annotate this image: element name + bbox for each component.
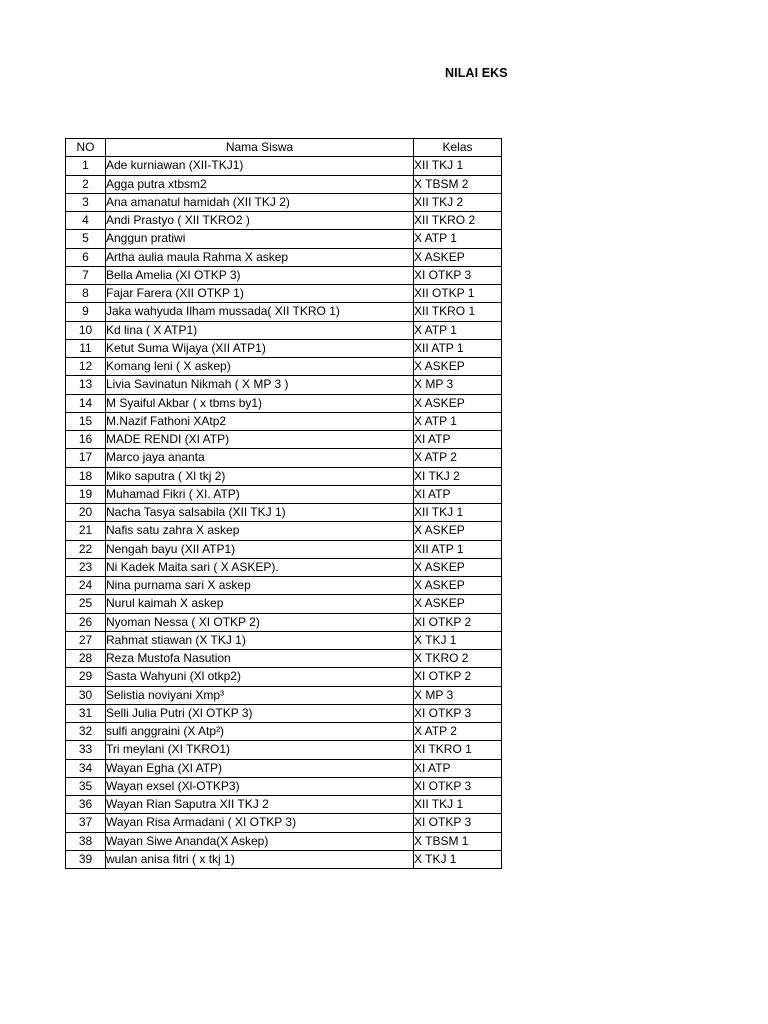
table-row	[66, 394, 502, 412]
student-name-cell: Andi Prastyo ( XII TKRO2 )	[106, 212, 414, 230]
table-header-row	[66, 139, 502, 157]
table-row	[66, 796, 502, 814]
student-name-cell: Nina purnama sari X askep	[106, 577, 414, 595]
table-row	[66, 522, 502, 540]
class-cell: XII TKJ 1	[414, 504, 502, 522]
row-number-cell: 29	[66, 668, 106, 686]
row-number-cell: 7	[66, 266, 106, 284]
student-name-cell: Nurul kaimah X askep	[106, 595, 414, 613]
row-number-cell: 1	[66, 157, 106, 175]
student-name-cell: Nyoman Nessa ( XI OTKP 2)	[106, 613, 414, 631]
row-number-cell: 38	[66, 832, 106, 850]
student-name-cell: Jaka wahyuda Ilham mussada( XII TKRO 1)	[106, 303, 414, 321]
table-row	[66, 248, 502, 266]
student-name-cell: M.Nazif Fathoni XAtp2	[106, 412, 414, 430]
class-cell: X ASKEP	[414, 358, 502, 376]
class-cell: X MP 3	[414, 376, 502, 394]
row-number-cell: 27	[66, 631, 106, 649]
student-name-cell: Bella Amelia (XI OTKP 3)	[106, 266, 414, 284]
row-number-cell: 36	[66, 796, 106, 814]
table-row	[66, 650, 502, 668]
table-row	[66, 832, 502, 850]
class-cell: XII TKJ 2	[414, 193, 502, 211]
table-row	[66, 431, 502, 449]
table-row	[66, 595, 502, 613]
row-number-cell: 33	[66, 741, 106, 759]
table-row	[66, 412, 502, 430]
class-cell: XI OTKP 3	[414, 704, 502, 722]
table-row	[66, 212, 502, 230]
class-cell: X ATP 2	[414, 723, 502, 741]
table-row	[66, 540, 502, 558]
student-name-cell: Nacha Tasya salsabila (XII TKJ 1)	[106, 504, 414, 522]
row-number-cell: 15	[66, 412, 106, 430]
student-name-cell: Muhamad Fikri ( XI. ATP)	[106, 485, 414, 503]
table-row	[66, 266, 502, 284]
class-cell: XI ATP	[414, 759, 502, 777]
class-cell: X ATP 1	[414, 321, 502, 339]
student-name-cell: Artha aulia maula Rahma X askep	[106, 248, 414, 266]
table-row	[66, 175, 502, 193]
row-number-cell: 24	[66, 577, 106, 595]
student-name-cell: sulfi anggraini (X Atp²)	[106, 723, 414, 741]
row-number-cell: 4	[66, 212, 106, 230]
class-cell: XI OTKP 3	[414, 266, 502, 284]
table-body	[66, 157, 502, 869]
header-no: NO	[66, 139, 106, 157]
table-row	[66, 339, 502, 357]
student-name-cell: Kd lina ( X ATP1)	[106, 321, 414, 339]
row-number-cell: 31	[66, 704, 106, 722]
class-cell: XI ATP	[414, 431, 502, 449]
class-cell: XI OTKP 2	[414, 668, 502, 686]
student-name-cell: Fajar Farera (XII OTKP 1)	[106, 285, 414, 303]
table-row	[66, 193, 502, 211]
student-name-cell: Komang leni ( X askep)	[106, 358, 414, 376]
table-row	[66, 704, 502, 722]
row-number-cell: 28	[66, 650, 106, 668]
table-row	[66, 759, 502, 777]
class-cell: XII TKRO 1	[414, 303, 502, 321]
table-row	[66, 558, 502, 576]
student-name-cell: Miko saputra ( Xl tkj 2)	[106, 467, 414, 485]
student-name-cell: Ana amanatul hamidah (XII TKJ 2)	[106, 193, 414, 211]
table-row	[66, 814, 502, 832]
student-table	[65, 138, 502, 869]
student-name-cell: Wayan Egha (XI ATP)	[106, 759, 414, 777]
table-row	[66, 850, 502, 868]
table-row	[66, 449, 502, 467]
class-cell: X ATP 2	[414, 449, 502, 467]
class-cell: XI OTKP 2	[414, 613, 502, 631]
row-number-cell: 25	[66, 595, 106, 613]
row-number-cell: 39	[66, 850, 106, 868]
class-cell: X ASKEP	[414, 595, 502, 613]
student-name-cell: Ade kurniawan (XII-TKJ1)	[106, 157, 414, 175]
table-row	[66, 285, 502, 303]
student-name-cell: wulan anisa fitri ( x tkj 1)	[106, 850, 414, 868]
table-row	[66, 577, 502, 595]
student-name-cell: Agga putra xtbsm2	[106, 175, 414, 193]
table-row	[66, 723, 502, 741]
student-name-cell: Selli Julia Putri (Xl OTKP 3)	[106, 704, 414, 722]
class-cell: X TKJ 1	[414, 850, 502, 868]
table-row	[66, 376, 502, 394]
table-row	[66, 777, 502, 795]
class-cell: X TBSM 2	[414, 175, 502, 193]
table-row	[66, 467, 502, 485]
table-row	[66, 485, 502, 503]
row-number-cell: 21	[66, 522, 106, 540]
student-name-cell: MADE RENDI (XI ATP)	[106, 431, 414, 449]
class-cell: X TKRO 2	[414, 650, 502, 668]
class-cell: XI TKRO 1	[414, 741, 502, 759]
row-number-cell: 3	[66, 193, 106, 211]
student-name-cell: Marco jaya ananta	[106, 449, 414, 467]
row-number-cell: 30	[66, 686, 106, 704]
class-cell: XII TKJ 1	[414, 157, 502, 175]
class-cell: XI ATP	[414, 485, 502, 503]
table-row	[66, 613, 502, 631]
class-cell: X TBSM 1	[414, 832, 502, 850]
row-number-cell: 22	[66, 540, 106, 558]
student-name-cell: Wayan Rian Saputra XII TKJ 2	[106, 796, 414, 814]
student-name-cell: Wayan Siwe Ananda(X Askep)	[106, 832, 414, 850]
student-name-cell: Tri meylani (XI TKRO1)	[106, 741, 414, 759]
class-cell: X ASKEP	[414, 577, 502, 595]
student-name-cell: Wayan exsel (Xl-OTKP3)	[106, 777, 414, 795]
class-cell: X ASKEP	[414, 522, 502, 540]
class-cell: XII OTKP 1	[414, 285, 502, 303]
row-number-cell: 2	[66, 175, 106, 193]
table-row	[66, 504, 502, 522]
student-name-cell: M Syaiful Akbar ( x tbms by1)	[106, 394, 414, 412]
student-name-cell: Rahmat stiawan (X TKJ 1)	[106, 631, 414, 649]
class-cell: X ATP 1	[414, 230, 502, 248]
student-name-cell: Reza Mustofa Nasution	[106, 650, 414, 668]
student-name-cell: Nafis satu zahra X askep	[106, 522, 414, 540]
table-row	[66, 686, 502, 704]
page-title: NILAI EKS	[445, 66, 508, 80]
row-number-cell: 13	[66, 376, 106, 394]
row-number-cell: 37	[66, 814, 106, 832]
student-name-cell: Anggun pratiwi	[106, 230, 414, 248]
class-cell: X ASKEP	[414, 248, 502, 266]
class-cell: XII TKRO 2	[414, 212, 502, 230]
table-row	[66, 230, 502, 248]
table-row	[66, 631, 502, 649]
row-number-cell: 19	[66, 485, 106, 503]
row-number-cell: 17	[66, 449, 106, 467]
row-number-cell: 18	[66, 467, 106, 485]
row-number-cell: 12	[66, 358, 106, 376]
table-row	[66, 157, 502, 175]
student-name-cell: Ketut Suma Wijaya (XII ATP1)	[106, 339, 414, 357]
row-number-cell: 35	[66, 777, 106, 795]
header-name: Nama Siswa	[106, 139, 414, 157]
row-number-cell: 10	[66, 321, 106, 339]
student-name-cell: Livia Savinatun Nikmah ( X MP 3 )	[106, 376, 414, 394]
student-name-cell: Selistia noviyani Xmp³	[106, 686, 414, 704]
row-number-cell: 16	[66, 431, 106, 449]
student-name-cell: Nengah bayu (XII ATP1)	[106, 540, 414, 558]
row-number-cell: 11	[66, 339, 106, 357]
table-row	[66, 358, 502, 376]
row-number-cell: 14	[66, 394, 106, 412]
class-cell: X TKJ 1	[414, 631, 502, 649]
class-cell: XII TKJ 1	[414, 796, 502, 814]
class-cell: X ASKEP	[414, 558, 502, 576]
table-row	[66, 741, 502, 759]
row-number-cell: 9	[66, 303, 106, 321]
table-row	[66, 303, 502, 321]
student-name-cell: Sasta Wahyuni (Xl otkp2)	[106, 668, 414, 686]
row-number-cell: 8	[66, 285, 106, 303]
class-cell: X ATP 1	[414, 412, 502, 430]
class-cell: XII ATP 1	[414, 339, 502, 357]
class-cell: XI OTKP 3	[414, 777, 502, 795]
row-number-cell: 32	[66, 723, 106, 741]
class-cell: XI TKJ 2	[414, 467, 502, 485]
row-number-cell: 20	[66, 504, 106, 522]
row-number-cell: 5	[66, 230, 106, 248]
class-cell: XII ATP 1	[414, 540, 502, 558]
row-number-cell: 26	[66, 613, 106, 631]
table-row	[66, 668, 502, 686]
header-kelas: Kelas	[414, 139, 502, 157]
student-name-cell: Wayan Risa Armadani ( XI OTKP 3)	[106, 814, 414, 832]
class-cell: XI OTKP 3	[414, 814, 502, 832]
table-row	[66, 321, 502, 339]
row-number-cell: 34	[66, 759, 106, 777]
row-number-cell: 6	[66, 248, 106, 266]
student-name-cell: Ni Kadek Maita sari ( X ASKEP).	[106, 558, 414, 576]
class-cell: X MP 3	[414, 686, 502, 704]
class-cell: X ASKEP	[414, 394, 502, 412]
row-number-cell: 23	[66, 558, 106, 576]
